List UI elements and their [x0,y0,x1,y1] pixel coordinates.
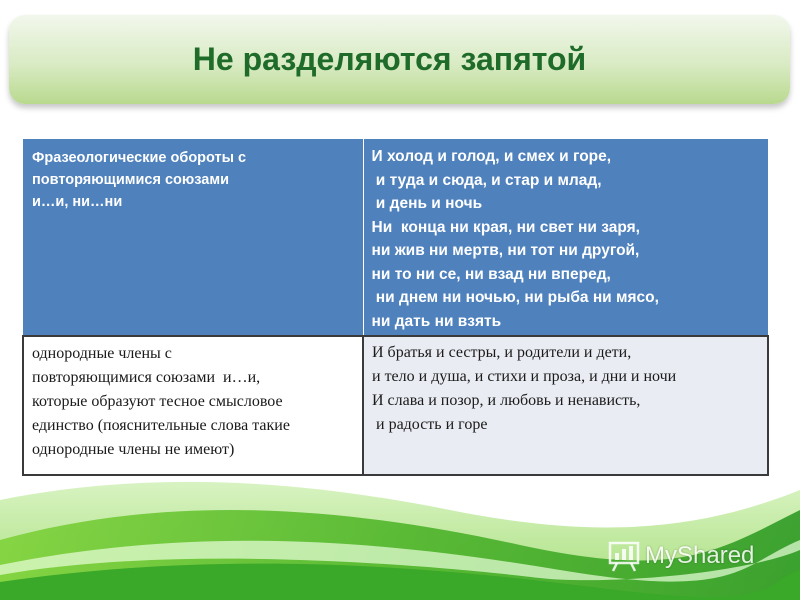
cell-line: И слава и позор, и любовь и ненависть, [372,392,641,409]
cell-line: Ни конца ни края, ни свет ни заря, [371,218,640,236]
table-cell-left [23,336,363,475]
cell-line: ни дать ни взять [371,312,502,330]
watermark-logo [607,536,754,576]
cell-line: которые образуют тесное смысловое [32,393,283,410]
cell-line: И холод и голод, и смех и горе, [371,148,612,165]
cell-line: и день и ночь [371,195,483,212]
cell-line: ни жив ни мертв, ни тот ни другой, [371,242,640,259]
cell-line: ни то ни се, ни взад ни вперед, [371,265,611,283]
presentation-board-icon [607,539,641,573]
cell-line: и тело и душа, и стихи и проза, и дни и ночи [372,368,677,385]
cell-line: И братья и сестры, и родители и дети, [372,344,632,361]
table-row [23,139,768,336]
table-row [23,336,768,475]
slide-title: Не разделяются запятой [192,41,587,77]
rules-table [22,139,769,476]
cell-line: однородные члены не имеют) [32,441,235,458]
cell-line: и туда и сюда, и стар и млад, [371,171,602,189]
title-banner [9,15,790,104]
cell-line: повторяющимися союзами [32,172,229,188]
cell-line: и радость и горе [372,416,488,433]
table-cell-right [363,336,768,475]
green-wave-decoration [0,470,800,600]
cell-line: ни днем ни ночью, ни рыба ни мясо, [371,289,659,306]
cell-line: и…и, ни…ни [32,194,123,210]
cell-line: однородные члены с [32,345,172,362]
cell-line: Фразеологические обороты с [32,150,247,166]
cell-line: единство (пояснительные слова такие [32,417,290,434]
table-cell-right [363,139,768,336]
table-cell-left [23,139,363,336]
cell-line: повторяющимися союзами и…и, [32,369,261,386]
watermark-text: MyShared [645,542,755,569]
